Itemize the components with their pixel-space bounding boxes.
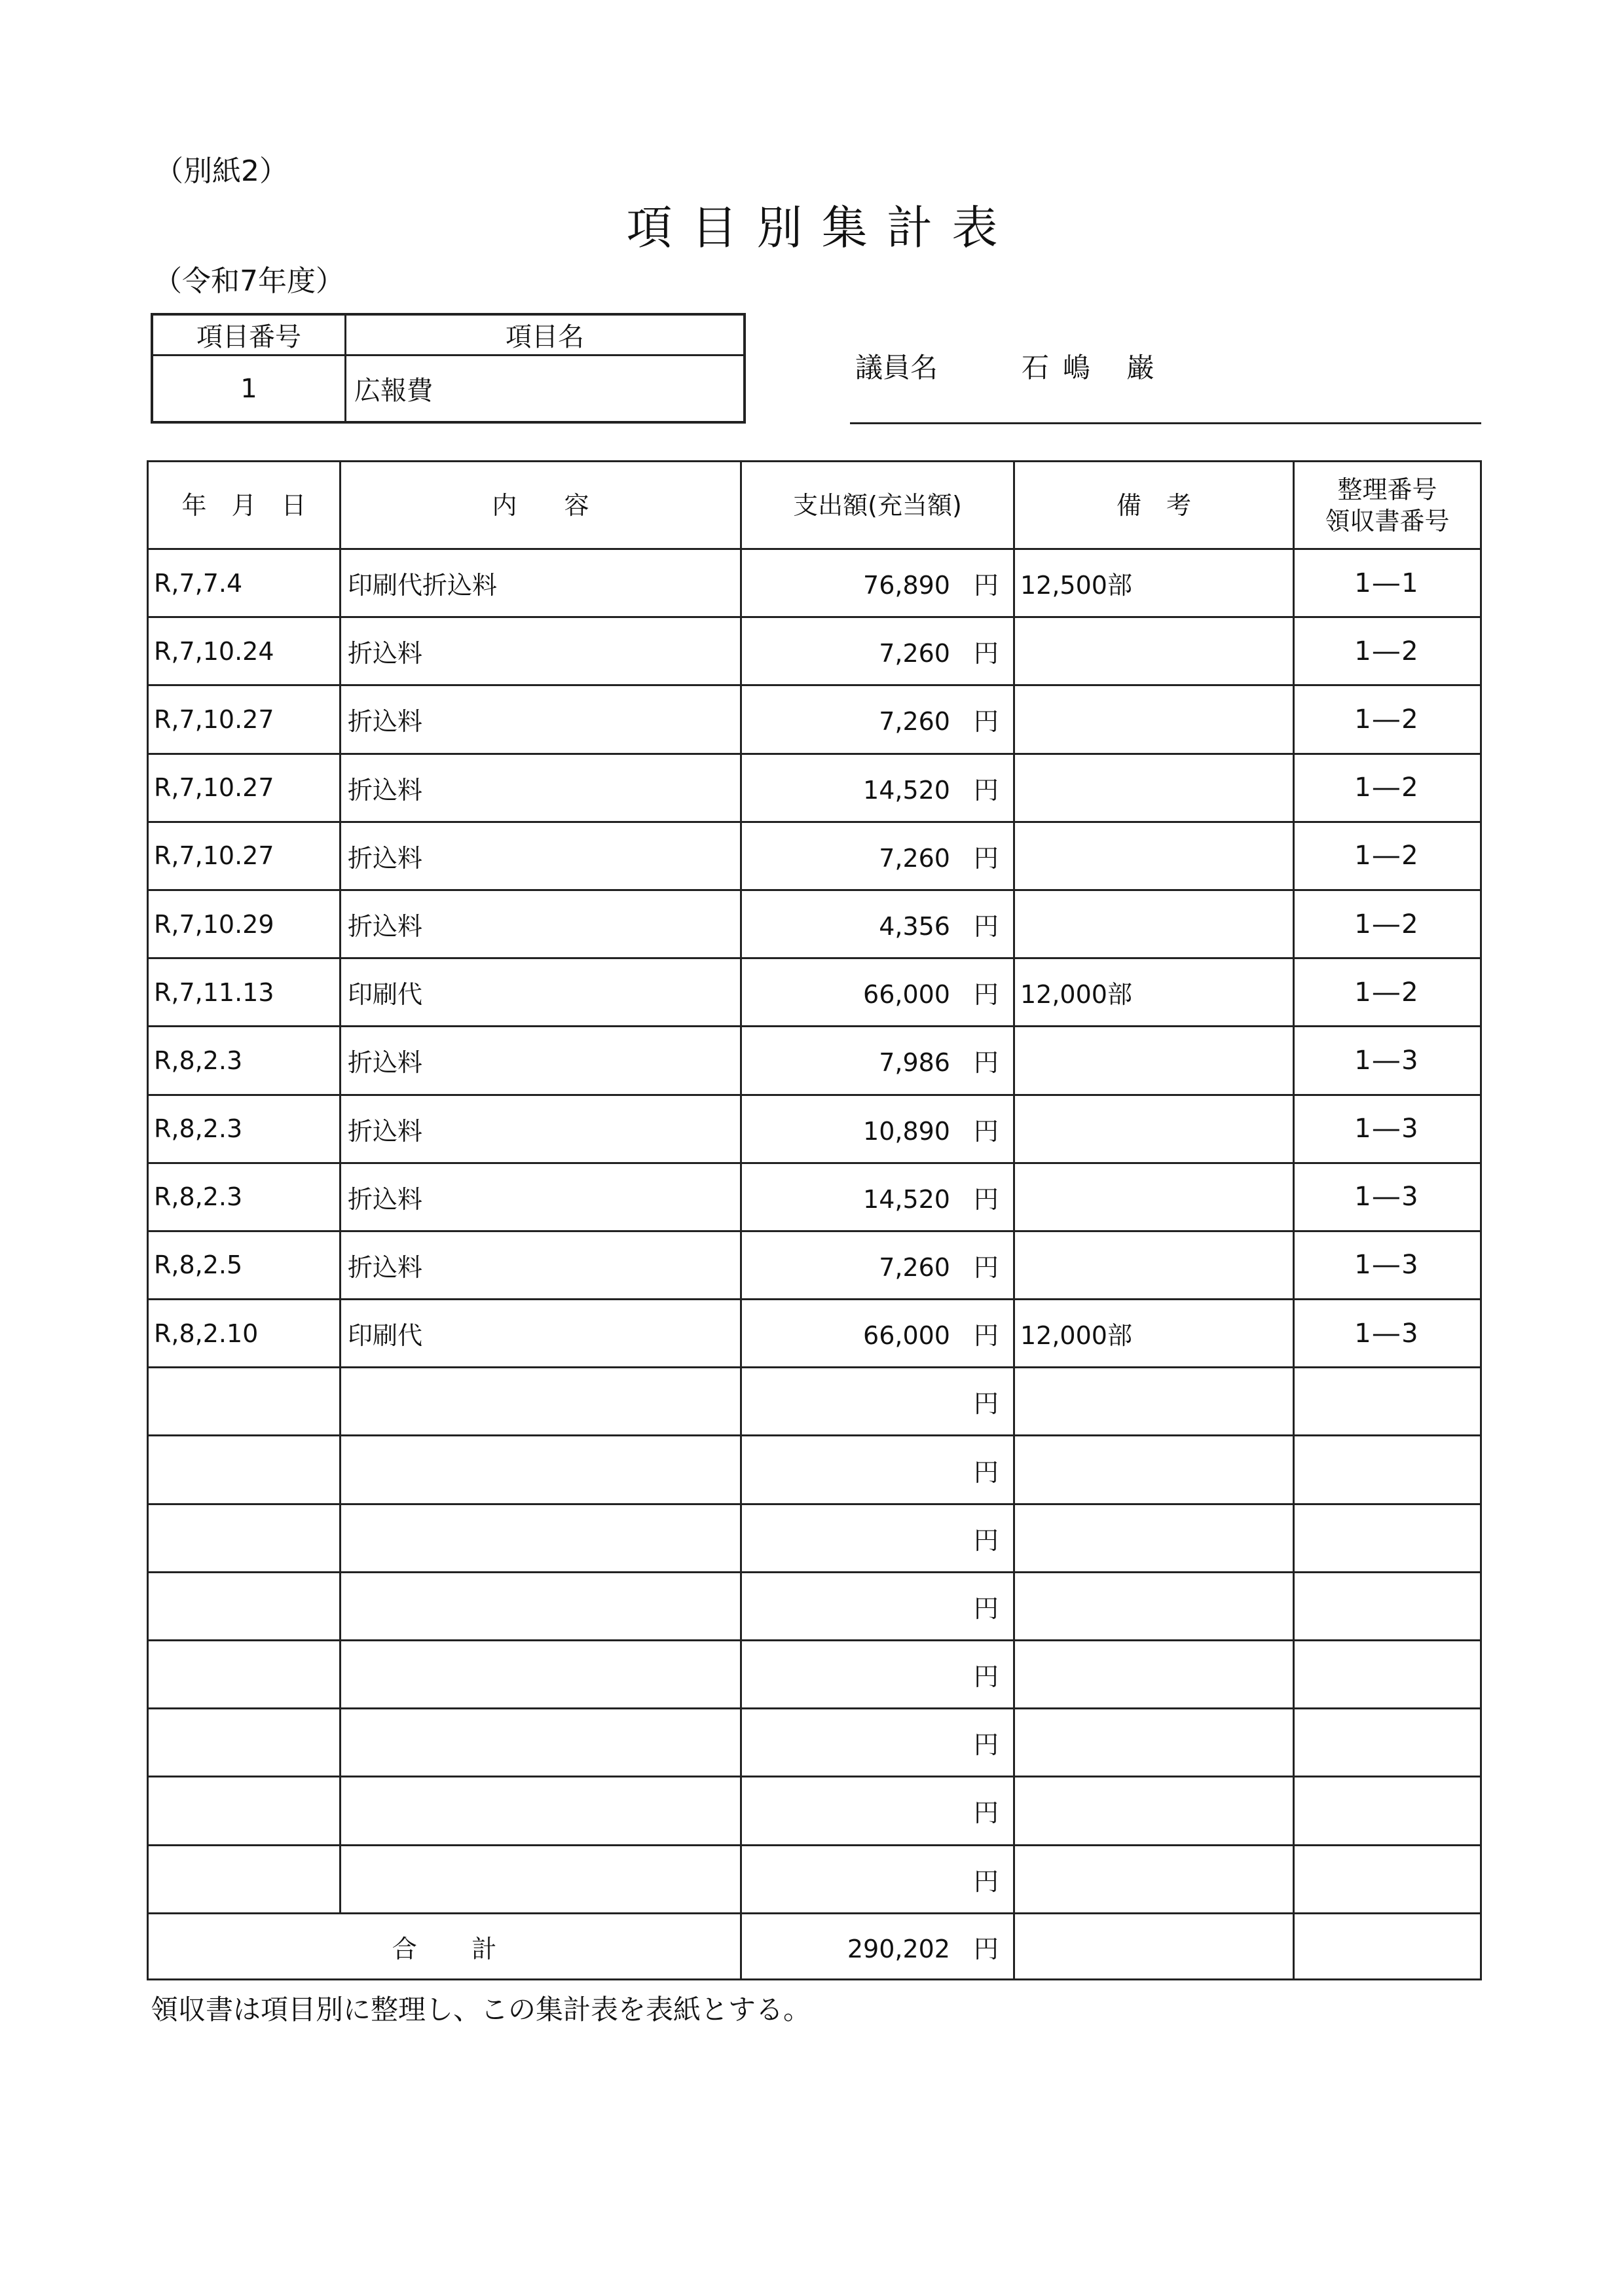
total-yen: 円 xyxy=(973,1934,999,1963)
row-note: 12,500部 xyxy=(1014,549,1294,617)
row-note: 12,000部 xyxy=(1014,958,1294,1027)
row-receipt: 1―2 xyxy=(1294,617,1481,685)
row-date: R,7,10.27 xyxy=(148,685,341,754)
row-date: R,8,2.3 xyxy=(148,1027,341,1095)
row-yen: 円 xyxy=(973,1525,999,1555)
total-amount-cell xyxy=(741,1914,1014,1980)
row-note xyxy=(1014,822,1294,890)
row-amount-cell xyxy=(741,822,1014,890)
row-date xyxy=(148,1436,341,1504)
row-receipt xyxy=(1294,1368,1481,1436)
row-receipt xyxy=(1294,1709,1481,1777)
table-row xyxy=(148,822,1481,890)
row-yen: 円 xyxy=(973,980,999,1010)
item-number-header: 項目番号 xyxy=(153,316,346,356)
row-receipt: 1―3 xyxy=(1294,1095,1481,1163)
row-amount-cell xyxy=(741,754,1014,822)
row-receipt: 1―1 xyxy=(1294,549,1481,617)
row-note xyxy=(1014,1709,1294,1777)
row-content: 折込料 xyxy=(341,617,741,685)
total-note xyxy=(1014,1914,1294,1980)
row-date: R,7,10.29 xyxy=(148,890,341,958)
row-receipt xyxy=(1294,1845,1481,1913)
table-row xyxy=(148,549,1481,617)
row-amount: 10,890 xyxy=(863,1116,950,1146)
row-yen: 円 xyxy=(973,1252,999,1282)
member-label: 議員名 xyxy=(855,352,938,384)
row-yen: 円 xyxy=(973,1389,999,1419)
row-note xyxy=(1014,890,1294,958)
row-note xyxy=(1014,1163,1294,1231)
row-amount-cell xyxy=(741,958,1014,1027)
row-note xyxy=(1014,685,1294,754)
row-content: 折込料 xyxy=(341,1163,741,1231)
row-yen: 円 xyxy=(973,571,999,600)
table-row xyxy=(148,1777,1481,1845)
row-amount-cell xyxy=(741,1504,1014,1572)
attachment-label: （別紙2） xyxy=(155,155,288,188)
table-row xyxy=(148,1368,1481,1436)
total-receipt xyxy=(1294,1914,1481,1980)
row-yen: 円 xyxy=(973,1457,999,1487)
row-note xyxy=(1014,1572,1294,1640)
row-amount-cell xyxy=(741,1777,1014,1845)
row-yen: 円 xyxy=(973,707,999,737)
row-receipt xyxy=(1294,1777,1481,1845)
footnote: 領収書は項目別に整理し、この集計表を表紙とする。 xyxy=(151,1994,811,2026)
member-underline xyxy=(850,422,1481,424)
row-receipt: 1―2 xyxy=(1294,890,1481,958)
table-row xyxy=(148,685,1481,754)
row-note xyxy=(1014,1436,1294,1504)
row-content: 折込料 xyxy=(341,1095,741,1163)
table-row xyxy=(148,1231,1481,1299)
row-receipt: 1―2 xyxy=(1294,754,1481,822)
row-note xyxy=(1014,1095,1294,1163)
row-receipt: 1―2 xyxy=(1294,958,1481,1027)
header-date: 年月日 xyxy=(148,462,341,549)
row-content: 折込料 xyxy=(341,822,741,890)
table-row xyxy=(148,1845,1481,1913)
header-receipt-line2: 領収書番号 xyxy=(1325,506,1450,536)
row-note xyxy=(1014,1845,1294,1913)
row-content: 折込料 xyxy=(341,890,741,958)
row-amount-cell xyxy=(741,1709,1014,1777)
row-amount: 4,356 xyxy=(879,912,950,941)
row-date: R,7,10.27 xyxy=(148,822,341,890)
row-yen: 円 xyxy=(973,1730,999,1760)
total-label: 合計 xyxy=(148,1914,741,1980)
row-note xyxy=(1014,1027,1294,1095)
table-row xyxy=(148,1504,1481,1572)
item-name: 広報費 xyxy=(354,376,433,406)
row-content xyxy=(341,1504,741,1572)
table-row xyxy=(148,890,1481,958)
row-yen: 円 xyxy=(973,639,999,668)
row-receipt: 1―2 xyxy=(1294,822,1481,890)
row-amount-cell xyxy=(741,1300,1014,1368)
row-content: 折込料 xyxy=(341,685,741,754)
row-amount-cell xyxy=(741,1641,1014,1709)
row-note xyxy=(1014,1231,1294,1299)
row-yen: 円 xyxy=(973,1594,999,1623)
row-receipt xyxy=(1294,1641,1481,1709)
row-date xyxy=(148,1777,341,1845)
table-row xyxy=(148,1095,1481,1163)
row-amount: 14,520 xyxy=(863,775,950,805)
row-amount-cell xyxy=(741,1095,1014,1163)
row-date: R,8,2.3 xyxy=(148,1163,341,1231)
row-date: R,8,2.10 xyxy=(148,1300,341,1368)
row-amount: 14,520 xyxy=(863,1184,950,1214)
row-amount: 7,260 xyxy=(879,1252,950,1282)
row-content: 折込料 xyxy=(341,1231,741,1299)
item-name-header: 項目名 xyxy=(346,316,743,356)
row-content: 印刷代 xyxy=(341,958,741,1027)
row-receipt: 1―3 xyxy=(1294,1027,1481,1095)
row-content xyxy=(341,1436,741,1504)
row-amount-cell xyxy=(741,685,1014,754)
row-amount-cell xyxy=(741,1368,1014,1436)
row-date: R,7,10.27 xyxy=(148,754,341,822)
row-date: R,8,2.3 xyxy=(148,1095,341,1163)
row-note xyxy=(1014,617,1294,685)
row-date xyxy=(148,1504,341,1572)
row-yen: 円 xyxy=(973,1662,999,1692)
header-amount: 支出額(充当額) xyxy=(741,462,1014,549)
row-amount-cell xyxy=(741,1436,1014,1504)
expense-table xyxy=(147,460,1482,1980)
total-amount: 290,202 xyxy=(847,1934,950,1963)
table-row xyxy=(148,1163,1481,1231)
row-date xyxy=(148,1641,341,1709)
fiscal-year: （令和7年度） xyxy=(153,264,344,298)
table-row xyxy=(148,958,1481,1027)
header-note: 備考 xyxy=(1014,462,1294,549)
row-yen: 円 xyxy=(973,1798,999,1828)
row-content xyxy=(341,1641,741,1709)
row-content: 折込料 xyxy=(341,1027,741,1095)
row-date xyxy=(148,1709,341,1777)
total-row xyxy=(148,1914,1481,1980)
document-title: 項目別集計表 xyxy=(626,201,1017,255)
row-receipt: 1―3 xyxy=(1294,1300,1481,1368)
row-content xyxy=(341,1368,741,1436)
row-note xyxy=(1014,1504,1294,1572)
row-amount: 7,260 xyxy=(879,707,950,737)
row-yen: 円 xyxy=(973,912,999,941)
row-amount: 7,260 xyxy=(879,843,950,873)
row-yen: 円 xyxy=(973,843,999,873)
row-yen: 円 xyxy=(973,1184,999,1214)
row-yen: 円 xyxy=(973,775,999,805)
row-amount-cell xyxy=(741,549,1014,617)
row-amount: 76,890 xyxy=(863,571,950,600)
row-amount-cell xyxy=(741,890,1014,958)
row-content xyxy=(341,1845,741,1913)
table-row xyxy=(148,1300,1481,1368)
row-date: R,8,2.5 xyxy=(148,1231,341,1299)
row-amount-cell xyxy=(741,1163,1014,1231)
row-amount-cell xyxy=(741,1027,1014,1095)
row-date: R,7,11.13 xyxy=(148,958,341,1027)
row-amount-cell xyxy=(741,1572,1014,1640)
row-amount: 7,260 xyxy=(879,639,950,668)
row-date xyxy=(148,1572,341,1640)
member-name: 石嶋 巌 xyxy=(1022,352,1168,384)
row-receipt xyxy=(1294,1504,1481,1572)
table-row xyxy=(148,1641,1481,1709)
row-note: 12,000部 xyxy=(1014,1300,1294,1368)
row-amount-cell xyxy=(741,617,1014,685)
row-amount: 66,000 xyxy=(863,1321,950,1351)
table-row xyxy=(148,1436,1481,1504)
table-row xyxy=(148,1709,1481,1777)
row-content: 折込料 xyxy=(341,754,741,822)
row-amount: 66,000 xyxy=(863,980,950,1010)
header-receipt xyxy=(1294,462,1481,549)
row-note xyxy=(1014,1368,1294,1436)
row-amount: 7,986 xyxy=(879,1048,950,1078)
row-receipt: 1―3 xyxy=(1294,1231,1481,1299)
row-amount-cell xyxy=(741,1845,1014,1913)
row-note xyxy=(1014,1641,1294,1709)
table-row xyxy=(148,1027,1481,1095)
header-content: 内容 xyxy=(341,462,741,549)
row-yen: 円 xyxy=(973,1116,999,1146)
row-yen: 円 xyxy=(973,1321,999,1351)
row-date xyxy=(148,1368,341,1436)
row-content xyxy=(341,1572,741,1640)
header-receipt-line1: 整理番号 xyxy=(1337,475,1437,504)
row-date: R,7,10.24 xyxy=(148,617,341,685)
row-yen: 円 xyxy=(973,1867,999,1896)
item-number: 1 xyxy=(153,356,346,421)
row-content: 印刷代折込料 xyxy=(341,549,741,617)
row-receipt: 1―3 xyxy=(1294,1163,1481,1231)
row-amount-cell xyxy=(741,1231,1014,1299)
row-yen: 円 xyxy=(973,1048,999,1078)
table-row xyxy=(148,617,1481,685)
row-date xyxy=(148,1845,341,1913)
row-content xyxy=(341,1709,741,1777)
row-content xyxy=(341,1777,741,1845)
table-row xyxy=(148,754,1481,822)
row-date: R,7,7.4 xyxy=(148,549,341,617)
table-row xyxy=(148,1572,1481,1640)
row-note xyxy=(1014,1777,1294,1845)
table-header-row xyxy=(148,462,1481,549)
row-receipt xyxy=(1294,1436,1481,1504)
item-table xyxy=(151,313,746,424)
row-receipt xyxy=(1294,1572,1481,1640)
row-note xyxy=(1014,754,1294,822)
row-content: 印刷代 xyxy=(341,1300,741,1368)
row-receipt: 1―2 xyxy=(1294,685,1481,754)
